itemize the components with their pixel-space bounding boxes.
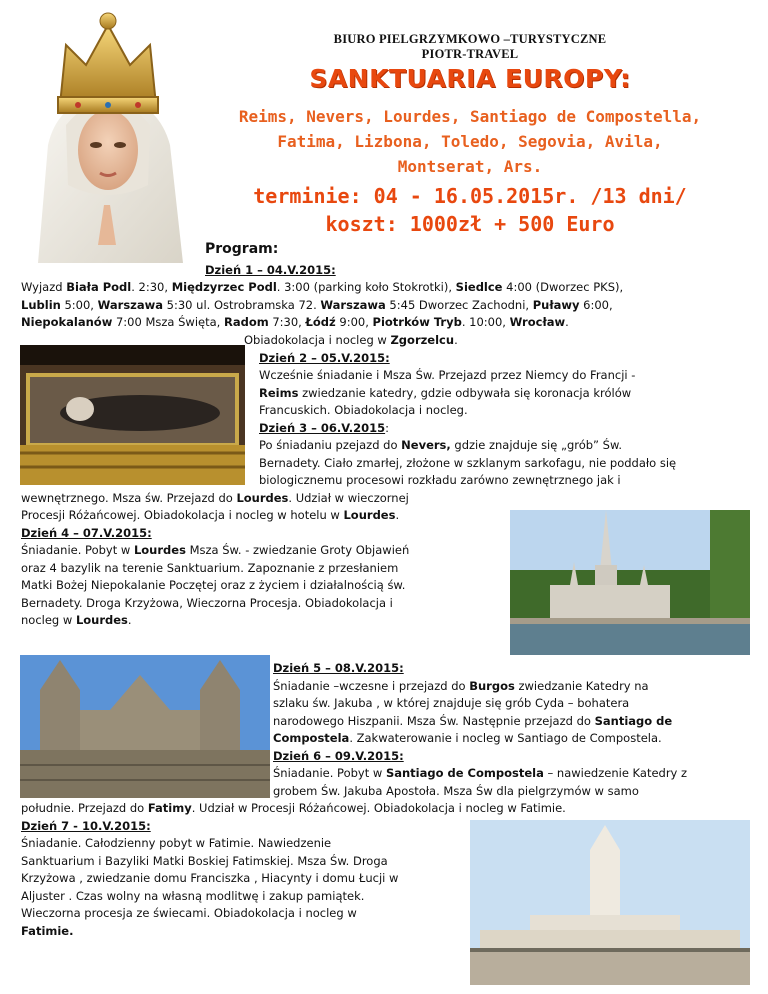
text-seg: 7:30,: [268, 315, 306, 329]
day-3-line-4: [21, 490, 409, 508]
day-3-line-1: [259, 437, 622, 455]
day-7-line-5: Wieczorna procesja ze świecami. Obiadokolacja i nocleg w: [21, 906, 357, 920]
place-name: Santiago de: [594, 714, 673, 728]
text-seg: . 10:00,: [461, 315, 510, 329]
place-name: Lourdes: [133, 543, 186, 557]
place-name: Reims: [259, 386, 299, 400]
day-5-line-2: szlaku św. Jakuba , w której znajduje się grób Cyda – bohatera: [273, 696, 630, 710]
place-name: Fatimy: [147, 801, 192, 815]
place-name: Lublin: [21, 298, 61, 312]
text-seg: gdzie znajduje się „grób” Św.: [450, 438, 622, 452]
cities-line-3: Montserat, Ars.: [397, 157, 543, 176]
text-seg: nocleg w: [21, 613, 76, 627]
day-4-line-2: oraz 4 bazylik na terenie Sanktuarium. Zapoznanie z przesłaniem: [21, 561, 399, 575]
text-seg: 9:00,: [335, 315, 373, 329]
place-name: Siedlce: [455, 280, 503, 294]
text-seg: południe. Przejazd do: [21, 801, 148, 815]
day-4-line-4: Bernadety. Droga Krzyżowa, Wieczorna Procesja. Obiadokolacja i: [21, 596, 393, 610]
page-title: SANKTUARIA EUROPY:: [309, 64, 631, 93]
place-name: Piotrków Tryb: [372, 315, 462, 329]
text-seg: Śniadanie. Pobyt w: [273, 766, 386, 780]
text-seg: . Udział w wieczornej: [288, 491, 409, 505]
text-seg: Obiadokolacja i nocleg w: [244, 333, 391, 347]
day-6-heading: Dzień 6 – 09.V.2015:: [273, 749, 404, 763]
place-name: Puławy: [532, 298, 580, 312]
text-seg: 5:00,: [60, 298, 98, 312]
day-3-line-3: biologicznemu procesowi rozkładu zarówno zewnętrznego jak i: [259, 473, 621, 487]
text-seg: .: [565, 315, 569, 329]
day-1-line-2: [21, 297, 613, 315]
place-name: Warszawa: [320, 298, 386, 312]
place-name: Biała Podl: [66, 280, 132, 294]
trip-terms: [190, 182, 750, 238]
day-7-line-3: Krzyżowa , zwiedzanie domu Franciszka , Hiacynty i domu Łucji w: [21, 871, 399, 885]
text-seg: 4:00 (Dworzec PKS),: [502, 280, 624, 294]
text-seg: .: [454, 333, 458, 347]
day-5-line-4: [273, 730, 662, 748]
office-line-2: PIOTR-TRAVEL: [421, 47, 519, 61]
text-seg: 7:00 Msza Święta,: [112, 315, 224, 329]
text-seg: 6:00,: [579, 298, 613, 312]
text-seg: Wyjazd: [21, 280, 67, 294]
text-seg: .: [127, 613, 132, 627]
place-name: Niepokalanów: [21, 315, 113, 329]
office-line-1: BIURO PIELGRZYMKOWO –TURYSTYCZNE: [333, 32, 607, 46]
text-seg: Po śniadaniu pzejazd do: [259, 438, 402, 452]
day-1-line-3: [21, 314, 569, 332]
trip-cost: koszt: 1000zł + 500 Euro: [325, 212, 615, 236]
day-1-heading: Dzień 1 – 04.V.2015:: [205, 263, 336, 277]
place-name: Lourdes: [75, 613, 128, 627]
place-name: Burgos: [469, 679, 515, 693]
day-7-line-1: Śniadanie. Całodzienny pobyt w Fatimie. Nawiedzenie: [21, 836, 332, 850]
text-seg: :: [385, 421, 389, 435]
day-4-line-5: [21, 612, 132, 630]
day-6-line-1: [273, 765, 687, 783]
day-6-line-2: grobem Św. Jakuba Apostoła. Msza Św dla pielgrzymów w samo: [273, 784, 639, 798]
day-7-line-6: Fatimie.: [21, 924, 74, 938]
cities-list: [190, 104, 750, 179]
day-3-heading: Dzień 3 – 06.V.2015: [259, 421, 386, 435]
bernadette-sarcophagus-image: [20, 345, 245, 485]
text-seg: Śniadanie. Pobyt w: [21, 543, 134, 557]
place-name: Radom: [223, 315, 269, 329]
lourdes-basilica-image: [510, 510, 750, 655]
text-seg: . Udział w Procesji Różańcowej. Obiadokolacja i nocleg w Fatimie.: [191, 801, 566, 815]
day-3-line-2: Bernadety. Ciało zmarłej, złożone w szklanym sarkofagu, nie poddało się: [259, 456, 677, 470]
cities-line-2: Fatima, Lizbona, Toledo, Segovia, Avila,: [277, 132, 663, 151]
program-label: Program:: [205, 241, 279, 257]
place-name: Międzyrzec Podl: [171, 280, 277, 294]
trip-dates: terminie: 04 - 16.05.2015r. /13 dni/: [253, 184, 687, 208]
day-4-line-1: [21, 542, 409, 560]
place-name: Wrocław: [509, 315, 566, 329]
day-3-heading-wrap: [259, 420, 389, 438]
day-4-line-3: Matki Bożej Niepokalanie Poczętej oraz z życiem i działalnością św.: [21, 578, 406, 592]
day-2-line-2: [259, 385, 631, 403]
day-7-line-4: Aljuster . Czas wolny na własną modlitwę i zakup pamiątek.: [21, 889, 365, 903]
day-7-line-2: Sanktuarium i Bazyliki Matki Boskiej Fatimskiej. Msza Św. Droga: [21, 854, 388, 868]
place-name: Nevers,: [401, 438, 451, 452]
day-2-line-1: Wcześnie śniadanie i Msza Św. Przejazd przez Niemcy do Francji -: [259, 368, 636, 382]
place-name: Lourdes: [236, 491, 289, 505]
day-2-line-3: Francuskich. Obiadokolacja i nocleg.: [259, 403, 468, 417]
text-seg: zwiedzanie katedry, gdzie odbywała się koronacja królów: [298, 386, 632, 400]
text-seg: – nawiedzenie Katedry z: [543, 766, 688, 780]
text-seg: .: [395, 508, 400, 522]
place-name: Łódź: [305, 315, 336, 329]
day-7-heading: Dzień 7 - 10.V.2015:: [21, 819, 151, 833]
text-seg: Śniadanie –wczesne i przejazd do: [273, 679, 470, 693]
day-6-line-3: [21, 800, 566, 818]
text-seg: 5:30 ul. Ostrobramska 72.: [163, 298, 321, 312]
place-name: Zgorzelcu: [390, 333, 455, 347]
text-seg: . 3:00 (parking koło Stokrotki),: [276, 280, 456, 294]
place-name: Warszawa: [97, 298, 164, 312]
fatima-basilica-image: [470, 820, 750, 985]
text-seg: narodowego Hiszpanii. Msza Św. Następnie przejazd do: [273, 714, 595, 728]
place-name: Lourdes: [343, 508, 396, 522]
day-5-line-3: [273, 713, 672, 731]
day-5-line-1: [273, 678, 649, 696]
text-seg: Procesji Różańcowej. Obiadokolacja i nocleg w hotelu w: [21, 508, 344, 522]
text-seg: 5:45 Dworzec Zachodni,: [385, 298, 533, 312]
place-name: Santiago de Compostela: [385, 766, 544, 780]
day-4-heading: Dzień 4 – 07.V.2015:: [21, 526, 152, 540]
day-3-line-5: [21, 507, 399, 525]
day-2-heading: Dzień 2 – 05.V.2015:: [259, 351, 390, 365]
place-name: Compostela: [273, 731, 350, 745]
office-name: [290, 32, 650, 62]
text-seg: Msza Św. - zwiedzanie Groty Objawień: [185, 543, 410, 557]
cities-line-1: Reims, Nevers, Lourdes, Santiago de Compostella,: [238, 107, 702, 126]
text-seg: wewnętrznego. Msza św. Przejazd do: [21, 491, 237, 505]
text-seg: . 2:30,: [131, 280, 172, 294]
text-seg: . Zakwaterowanie i nocleg w Santiago de Compostela.: [349, 731, 662, 745]
day-1-line-4: [244, 332, 458, 350]
day-1-line-1: [21, 279, 749, 297]
text-seg: zwiedzanie Katedry na: [514, 679, 649, 693]
madonna-statue-image: [18, 5, 198, 263]
santiago-cathedral-image: [20, 655, 270, 798]
day-5-heading: Dzień 5 – 08.V.2015:: [273, 661, 404, 675]
